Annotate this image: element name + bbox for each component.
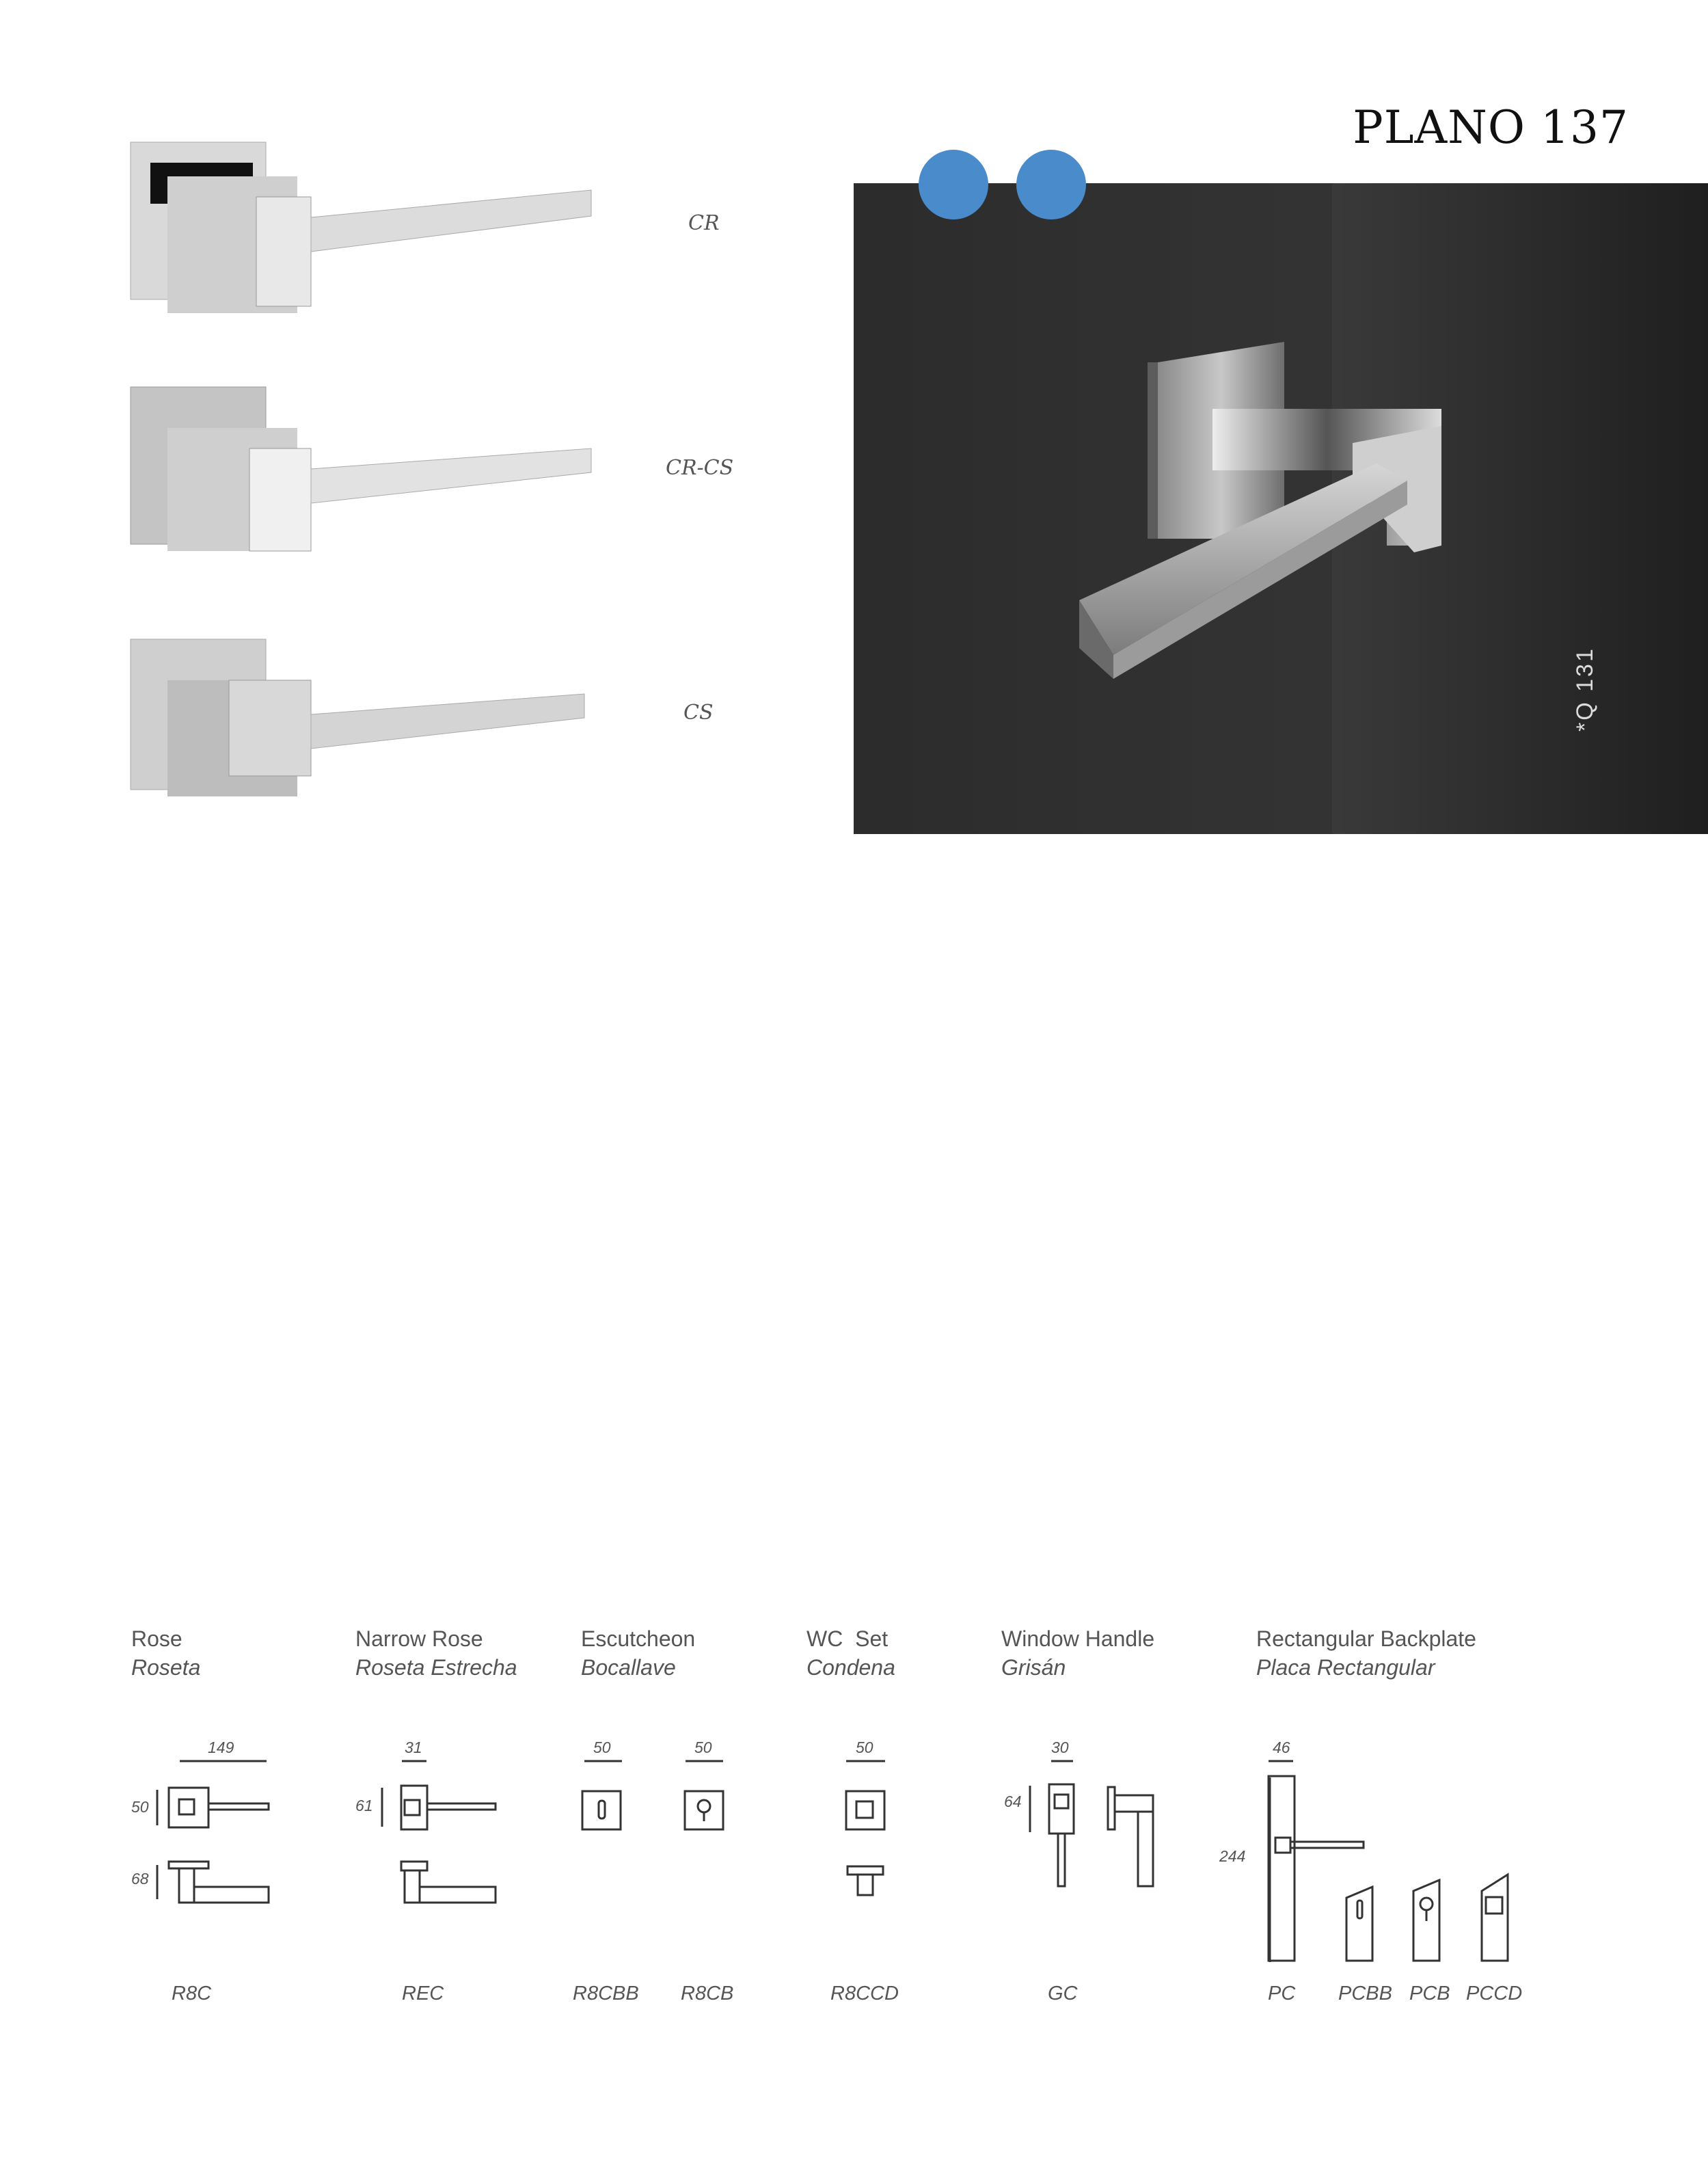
category-label-en: Window Handle bbox=[1001, 1626, 1155, 1651]
finish-label-cr: CR bbox=[688, 211, 720, 235]
category-label-es: Grisán bbox=[1001, 1655, 1066, 1680]
dimension-narrow-height: 61 bbox=[355, 1797, 373, 1814]
category-label-es: Condena bbox=[806, 1655, 895, 1680]
page-title: PLANO 137 bbox=[1353, 101, 1629, 154]
dimension-backplate-width: 46 bbox=[1273, 1739, 1290, 1756]
category-label-en: Escutcheon bbox=[581, 1626, 696, 1651]
finish-label-cs: CS bbox=[683, 701, 714, 725]
dimension-esc1-width: 50 bbox=[593, 1739, 611, 1756]
product-code-esc1: R8CBB bbox=[573, 1983, 639, 2004]
dimension-backplate-height: 244 bbox=[1219, 1847, 1246, 1865]
product-code-esc2: R8CB bbox=[681, 1983, 734, 2004]
category-label-es: Roseta bbox=[131, 1655, 201, 1680]
dimension-rose-width: 149 bbox=[208, 1739, 234, 1756]
product-code-narrow: REC bbox=[402, 1983, 444, 2004]
dimension-narrow-width: 31 bbox=[405, 1739, 422, 1756]
category-label-en: WC Set bbox=[806, 1626, 889, 1651]
finish-label-cr-cs: CR-CS bbox=[666, 456, 734, 480]
dimension-rose-depth: 68 bbox=[131, 1870, 149, 1888]
category-label-en: Rectangular Backplate bbox=[1256, 1626, 1476, 1651]
product-code-pcb: PCB bbox=[1409, 1983, 1450, 2004]
dimension-rose-height: 50 bbox=[131, 1798, 149, 1816]
category-label-en: Narrow Rose bbox=[355, 1626, 483, 1651]
product-code-wc: R8CCD bbox=[830, 1983, 899, 2004]
category-label-en: Rose bbox=[131, 1626, 182, 1651]
category-label-es: Roseta Estrecha bbox=[355, 1655, 517, 1680]
product-code-pccd: PCCD bbox=[1466, 1983, 1523, 2004]
category-label-es: Bocallave bbox=[581, 1655, 676, 1680]
product-code-pc: PC bbox=[1268, 1983, 1296, 2004]
category-label-es: Placa Rectangular bbox=[1256, 1655, 1435, 1680]
dimension-window-width: 30 bbox=[1051, 1739, 1069, 1756]
product-code-rose: R8C bbox=[172, 1983, 212, 2004]
dimension-wc-width: 50 bbox=[856, 1739, 873, 1756]
photo-model-code: *Q 131 bbox=[1572, 647, 1598, 732]
dimension-esc2-width: 50 bbox=[694, 1739, 712, 1756]
product-code-pcbb: PCBB bbox=[1338, 1983, 1392, 2004]
dimension-window-height: 64 bbox=[1004, 1793, 1022, 1810]
product-code-window: GC bbox=[1048, 1983, 1078, 2004]
